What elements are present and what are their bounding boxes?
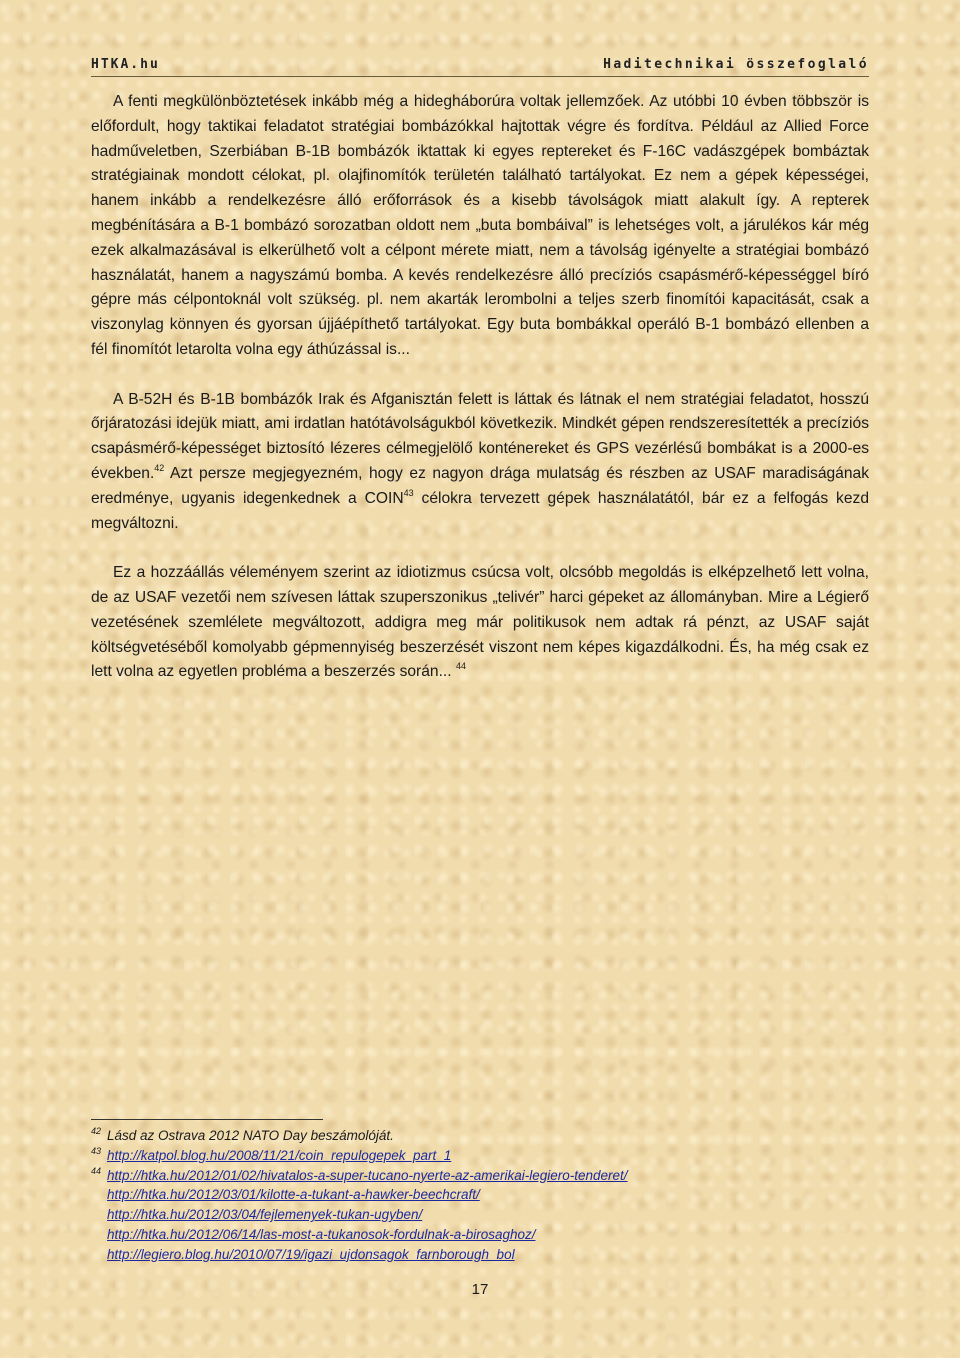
site-name: HTKA.hu: [91, 57, 160, 72]
paragraph-1: A fenti megkülönböztetések inkább még a hidegháborúra voltak jellemzőek. Az utóbbi 10 évben többször is előfordult, hogy taktikai feladatot stratégiai bombázókkal hajtottak végre és fordítva. Például az Allied Force hadműveletben, Szerbiában B-1B bombázók iktattak ki egyes reptereket és F-16C vadászgépek bombáztak stratégiainak mondott célokat, pl. olajfinomítók területén található tartályokat. Ez nem a gépek képességei, hanem inkább a rendelkezésre álló erőforrások és a kisebb távolságok miatt alakult így. A repterek megbénítására a B-1 bombázó sorozatban oldott nem „buta bombáival” is lehetséges volt, a járulékos kár még ezek alkalmazásával is elkerülhető volt a célpont mérete miatt, nem a távolság igényelte a stratégiai bombázó használatát, hanem a nagyszámú bomba. A kevés rendelkezésre álló precíziós csapásmérő-képességgel bíró gépre más célpontoknál volt szükség. pl. nem akarták lerombolni a teljes szerb finomítói kapacitását, csak a viszonylag könnyen és gyorsan újjáépíthető tartályokat. Egy buta bombákkal operáló B-1 bombázó ellenben a fél finomítót letarolta volna egy áthúzással is...: [91, 93, 869, 358]
footnote-link[interactable]: http://htka.hu/2012/03/04/fejlemenyek-tukan-ugyben/: [107, 1207, 423, 1223]
paragraph-3-text: Ez a hozzáállás véleményem szerint az idiotizmus csúcsa volt, olcsóbb megoldás is elképzelhető lett volna, de az USAF vezetői nem szívesen láttak szuperszonikus „telivér” harci gépeket az állományban. Mire a Légierő vezetésének szemlélete megváltozott, addigra meg már politikusok nem adtak rá pénzt, az USAF saját költségvetéséből komolyabb gépmennyiség beszerzését viszont nem képes kigazdálkodni. És, ha még csak ez lett volna az egyetlen probléma a beszerzés során...: [91, 564, 869, 681]
footnotes: [91, 1126, 871, 1265]
footnote-44-cont: [91, 1185, 871, 1205]
page-header: [91, 54, 869, 77]
paragraph-2: [91, 388, 869, 537]
footnote-ref-43[interactable]: 43: [403, 487, 414, 498]
footnote-link[interactable]: http://katpol.blog.hu/2008/11/21/coin_repulogepek_part_1: [107, 1147, 452, 1163]
body-text: [91, 90, 869, 710]
footnote-44-cont: [91, 1225, 871, 1245]
footnote-link[interactable]: http://htka.hu/2012/01/02/hivatalos-a-super-tucano-nyerte-az-amerikai-legiero-tenderet/: [107, 1167, 628, 1183]
footnote-separator: [91, 1119, 323, 1120]
footnote-link[interactable]: http://htka.hu/2012/03/01/kilotte-a-tukant-a-hawker-beechcraft/: [107, 1187, 480, 1203]
footnote-43: 43 http://katpol.blog.hu/2008/11/21/coin_repulogepek_part_1: [91, 1145, 452, 1163]
footnote-ref-42[interactable]: 42: [154, 462, 165, 473]
footnote-44-cont: [91, 1205, 871, 1225]
document-title: Haditechnikai összefoglaló: [603, 57, 869, 72]
footnote-link[interactable]: http://htka.hu/2012/06/14/las-most-a-tukanosok-fordulnak-a-birosaghoz/: [107, 1226, 536, 1242]
footnote-link[interactable]: http://legiero.blog.hu/2010/07/19/igazi_ujdonsagok_farnborough_bol: [107, 1246, 515, 1262]
footnote-text: Lásd az Ostrava 2012 NATO Day beszámolóját.: [107, 1128, 394, 1143]
paragraph-2-part-b: Azt persze megjegyezném, hogy ez nagyon drága mulatság és részben az USAF maradiságának eredménye, ugyanis idegenkednek a COIN: [91, 464, 869, 507]
paragraph-2-part-a: A B-52H és B-1B bombázók Irak és Afganisztán felett is láttak és látnak el nem stratégiai feladatot, hosszú őrjáratozási idejük miatt, ami irdatlan hatótávolságukból következik. Mindkét gépen rendszeresítették a precíziós csapásmérő-képességet biztosító lézeres célmegjelölő konténereket és GPS vezérlésű bombákat is a 2000-es években.: [91, 390, 869, 482]
footnote-44-cont: [91, 1245, 871, 1265]
paragraph-2-part-c: célokra tervezett gépek használatától, bár ez a felfogás kezd megváltozni.: [91, 489, 869, 532]
page-number: 17: [471, 1281, 489, 1298]
footnote-44: 44 http://htka.hu/2012/01/02/hivatalos-a-super-tucano-nyerte-az-amerikai-legiero-tenderet/: [91, 1165, 628, 1183]
paragraph-3: [91, 561, 869, 685]
footnote-42: 42 Lásd az Ostrava 2012 NATO Day beszámolóját.: [91, 1126, 394, 1143]
footnote-ref-44[interactable]: 44: [455, 661, 466, 672]
